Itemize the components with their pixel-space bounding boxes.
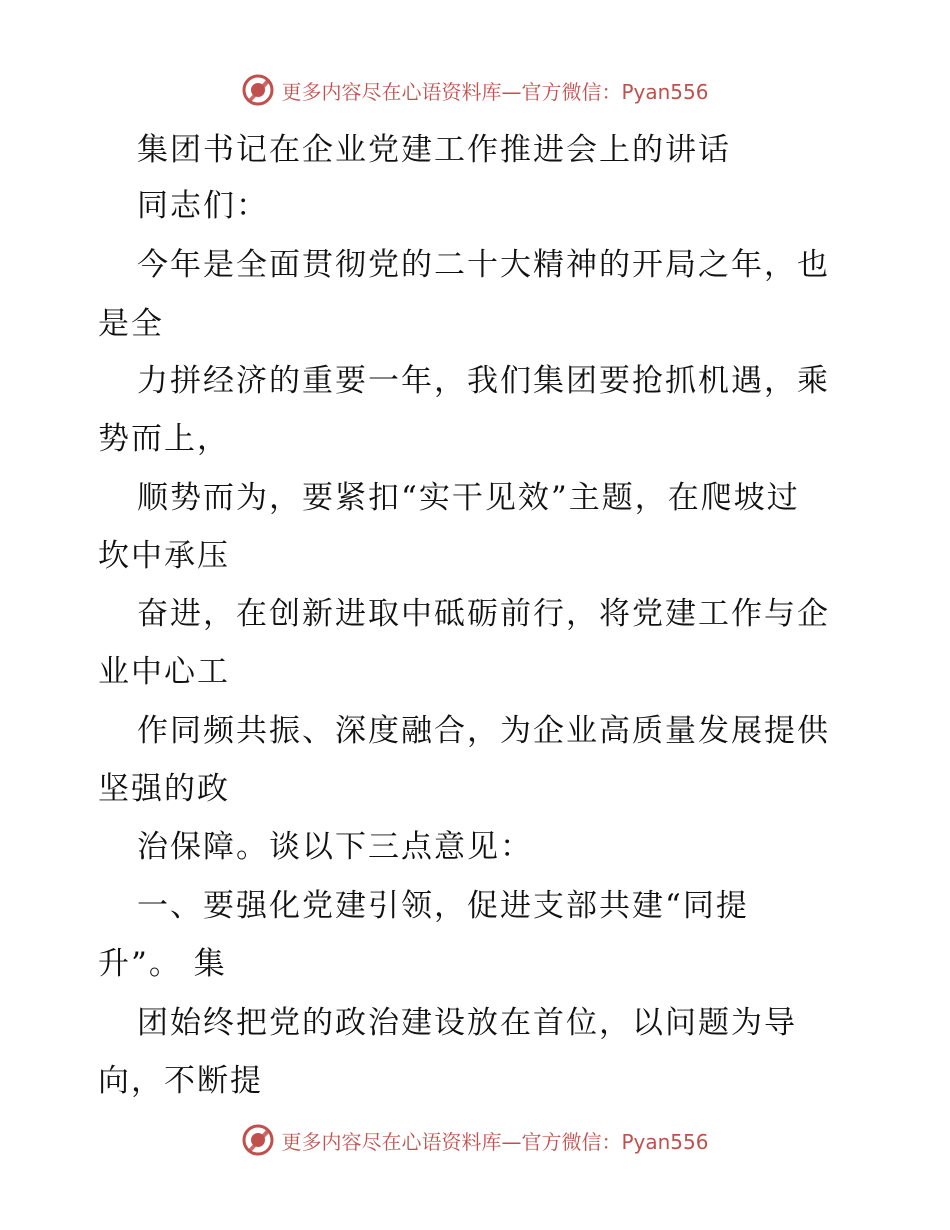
text-line: 势而上， [98,421,230,457]
text-line: 今年是全面贯彻党的二十大精神的开局之年，也 [137,247,830,283]
quill-seal-icon [241,73,275,107]
salutation: 同志们： [137,188,269,224]
watermark-text: 更多内容尽在心语资料库—官方微信：Pyan556 [281,79,709,104]
text-line: 业中心工 [98,654,230,690]
watermark-text: 更多内容尽在心语资料库—官方微信：Pyan556 [281,1129,709,1154]
footer-watermark [0,1120,950,1160]
text-line: 奋进，在创新进取中砥砺前行，将党建工作与企 [137,596,830,632]
text-line: 是全 [98,306,164,342]
text-line: 坚强的政 [98,771,230,807]
section-heading: 一、要强化党建引领，促进支部共建“同提 [137,888,749,924]
quill-seal-icon [241,1123,275,1157]
text-line: 团始终把党的政治建设放在首位，以问题为导 [137,1005,797,1041]
header-watermark [0,70,950,110]
text-line: 升”。 集 [98,946,227,982]
text-line: 向，不断提 [98,1063,263,1099]
text-line: 坎中承压 [98,538,230,574]
text-line: 力拼经济的重要一年，我们集团要抢抓机遇，乘 [137,363,830,399]
document-title: 集团书记在企业党建工作推进会上的讲话 [137,132,731,168]
text-line: 治保障。谈以下三点意见： [137,829,533,865]
text-line: 作同频共振、深度融合，为企业高质量发展提供 [137,713,830,749]
text-line: 顺势而为，要紧扣“实干见效”主题，在爬坡过 [137,480,800,516]
